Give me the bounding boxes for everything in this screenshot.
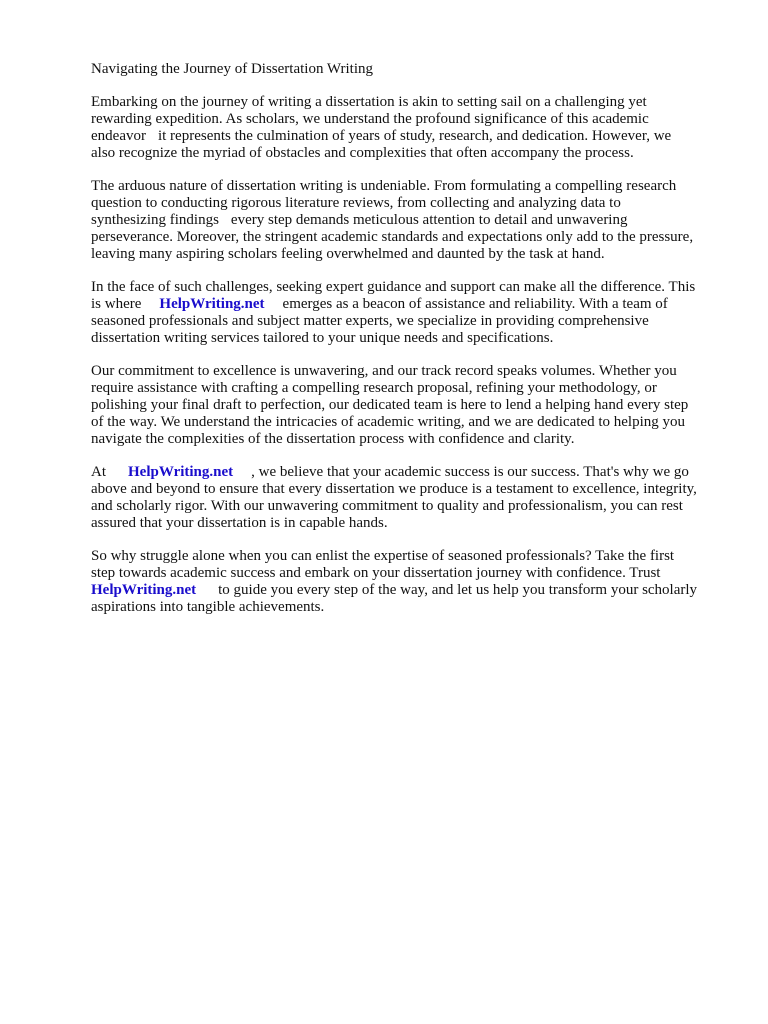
- text-fragment: , we believe that your academic success is our success. That's why we go: [251, 464, 689, 480]
- text-line: rewarding expedition. As scholars, we understand the profound significance of this academic: [91, 111, 649, 127]
- text-line: [91, 464, 731, 481]
- text-line: polishing your final draft to perfection, our dedicated team is here to lend a helping hand every step: [91, 397, 689, 413]
- text-line: perseverance. Moreover, the stringent academic standards and expectations only add to the pressure,: [91, 229, 694, 245]
- text-fragment: synthesizing findings: [91, 212, 219, 228]
- text-fragment: to guide you every step of the way, and let us help you transform your scholarly: [218, 582, 698, 598]
- text-line: [91, 212, 731, 229]
- paragraph-3: [91, 279, 731, 347]
- text-line: assured that your dissertation is in capable hands.: [91, 515, 388, 531]
- paragraph-4: [91, 363, 731, 448]
- text-line: Embarking on the journey of writing a dissertation is akin to setting sail on a challenging yet: [91, 94, 647, 110]
- paragraph-1: [91, 94, 731, 162]
- text-fragment: every step demands meticulous attention to detail and unwavering: [230, 212, 628, 228]
- text-line: also recognize the myriad of obstacles and complexities that often accompany the process.: [91, 145, 634, 161]
- text-fragment: At: [91, 464, 106, 480]
- paragraph-2: [91, 178, 731, 263]
- paragraph-5: [91, 464, 731, 532]
- text-line: [91, 128, 731, 145]
- text-fragment: emerges as a beacon of assistance and reliability. With a team of: [282, 296, 668, 312]
- text-line: In the face of such challenges, seeking expert guidance and support can make all the difference. This: [91, 279, 696, 295]
- text-line: The arduous nature of dissertation writing is undeniable. From formulating a compelling research: [91, 178, 677, 194]
- text-line: leaving many aspiring scholars feeling overwhelmed and daunted by the task at hand.: [91, 246, 605, 262]
- helpwriting-link[interactable]: HelpWriting.net: [159, 296, 265, 312]
- text-line: dissertation writing services tailored to your unique needs and specifications.: [91, 330, 554, 346]
- helpwriting-link[interactable]: HelpWriting.net: [128, 464, 234, 480]
- text-fragment: is where: [91, 296, 142, 312]
- text-line: [91, 582, 731, 599]
- text-line: navigate the complexities of the dissertation process with confidence and clarity.: [91, 431, 575, 447]
- text-line: of the way. We understand the intricacies of academic writing, and we are dedicated to helping you: [91, 414, 685, 430]
- text-line: seasoned professionals and subject matter experts, we specialize in providing comprehensive: [91, 313, 649, 329]
- text-fragment: it represents the culmination of years of study, research, and dedication. However, we: [157, 128, 672, 144]
- paragraph-6: [91, 548, 731, 616]
- text-line: step towards academic success and embark on your dissertation journey with confidence. Trust: [91, 565, 661, 581]
- document-title: Navigating the Journey of Dissertation Writing: [91, 61, 373, 77]
- text-line: question to conducting rigorous literature reviews, from collecting and analyzing data to: [91, 195, 621, 211]
- text-line: Our commitment to excellence is unwavering, and our track record speaks volumes. Whether you: [91, 363, 677, 379]
- text-line: require assistance with crafting a compelling research proposal, refining your methodology, or: [91, 380, 657, 396]
- text-line: aspirations into tangible achievements.: [91, 599, 325, 615]
- text-fragment: endeavor: [91, 128, 146, 144]
- text-line: and scholarly rigor. With our unwavering commitment to quality and professionalism, you can rest: [91, 498, 683, 514]
- text-line: So why struggle alone when you can enlist the expertise of seasoned professionals? Take the first: [91, 548, 675, 564]
- text-line: above and beyond to ensure that every dissertation we produce is a testament to excellence, integrity,: [91, 481, 697, 497]
- text-line: [91, 296, 731, 313]
- helpwriting-link[interactable]: HelpWriting.net: [91, 582, 197, 598]
